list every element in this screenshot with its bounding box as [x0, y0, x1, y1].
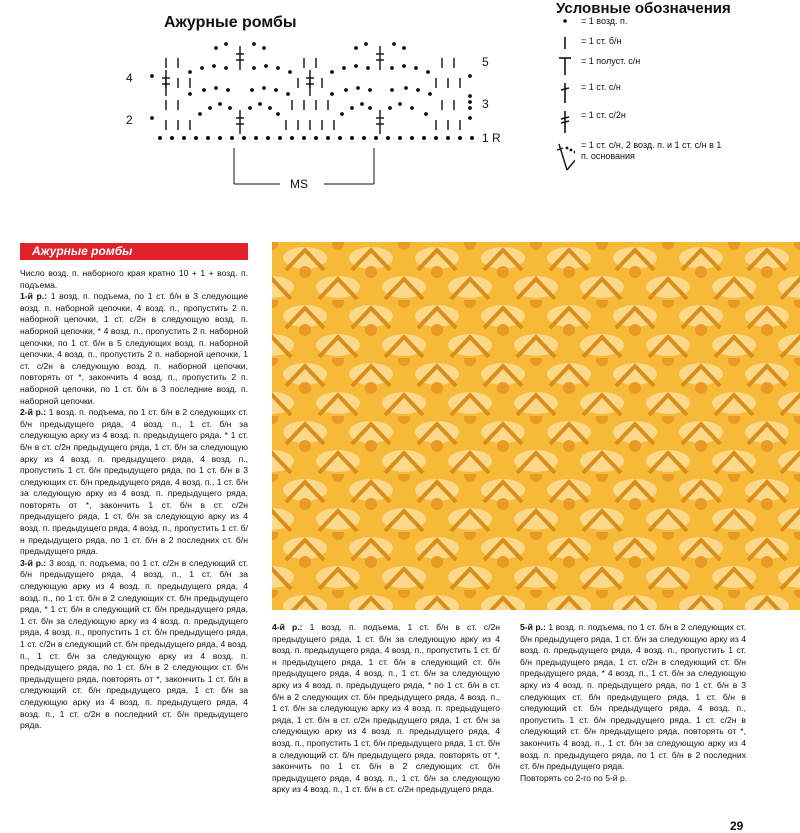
row-label-4: 4: [126, 71, 133, 85]
legend-item: [555, 16, 627, 27]
section-title: Ажурные ромбы: [20, 243, 248, 260]
diagram-title: Ажурные ромбы: [164, 14, 297, 31]
swatch-photo: [272, 242, 800, 610]
row-label-1r: 1 R: [482, 131, 501, 145]
short-bar-icon: [555, 36, 575, 50]
instructions-col-3: [520, 622, 746, 784]
row-5-label: 5-й р.:: [520, 622, 546, 632]
legend-item: [555, 110, 626, 134]
legend-title: Условные обозначения: [556, 0, 731, 17]
instructions-col-2: [272, 622, 500, 796]
legend-text: = 1 ст. с/н, 2 возд. п. и 1 ст. с/н в 1 п. основания: [581, 140, 722, 161]
page-number: 29: [730, 819, 744, 833]
instructions-col-1: [20, 268, 248, 732]
row-4-label: 4-й р.:: [272, 622, 303, 632]
t-bar-icon: [555, 56, 575, 76]
legend-text: = 1 ст. с/н: [581, 82, 621, 92]
row-2-label: 2-й р.:: [20, 407, 47, 418]
row-2-text: 1 возд. п. подъема, по 1 ст. б/н в 2 следующих ст. б/н предыдущего ряда, 4 возд. п., 1 ст. б/н за следующую арку из 4 возд. п. предыдущего ряда. * 1 ст. б/н в ст. с/2н предыдущего ряда, 1 ст. б/н за следующую арку из 4 возд. п. предыдущего ряда, 4 возд. п., пропустить 1 ст. б/н предыдущего ряда, по 1 ст. б/н в 3 следующих ст. б/н предыдущего ряда, 4 возд. п., 1 ст. б/н за следующую арку из 4 возд. п. предыдущего ряда, повторять от *, закончить 1 ст. б/н в ст. с/2н предыдущего ряда, 1 ст. б/н за следующую арку из 4 возд. п. предыдущего ряда, 4 возд. п., пропустить 1 ст. б/н предыдущего ряда, по 1 ст. б/н в 2 последних ст. б/н предыдущего ряда.: [20, 407, 248, 557]
intro-text: Число возд. п. наборного края кратно 10 + 1 + возд. п. подъема.: [20, 268, 248, 290]
row-label-5: 5: [482, 55, 489, 69]
legend-item: [555, 140, 731, 174]
row-label-2: 2: [126, 113, 133, 127]
row-3-text: 3 возд. п. подъема, по 1 ст. с/2н в следующий ст. б/н предыдущего ряда, 4 возд. п., 1 ст. б/н за следующую арку из 4 возд. п. предыдущего ряда, 4 возд. п., по 1 ст. б/н в 2 следующих ст. б/н предыдущего ряда, * 1 ст. б/н в следующий ст. б/н предыдущего ряда, 1 ст. б/н за следующую арку из 4 возд. п. предыдущего ряда, 4 возд. п., пропустить 1 ст. б/н предыдущего ряда, 1 ст. с/2н в следующий ст. б/н предыдущего ряда, 4 возд. п., 1 ст. б/н за следующую арку из 4 возд. п. предыдущего ряда, по 1 ст. б/н в 2 следующих ст. б/н предыдущего ряда, повторять от *, закончить 1 ст. б/н в следующий ст. б/н предыдущего ряда, 1 ст. б/н за следующую арку из 4 возд. п. предыдущего ряда, 4 возд. п., 1 ст. с/2н в последний ст. б/н предыдущего ряда.: [20, 557, 249, 731]
cross-bar-icon: [555, 82, 575, 104]
legend-item: [555, 82, 621, 104]
row-4-text: 1 возд. п. подъема, 1 ст. б/н в ст. с/2н предыдущего ряда, 1 ст. б/н за следующую арку из 4 возд. п. предыдущего ряда, 4 возд. п., пропустить 1 ст. б/н предыдущего ряда, 1 ст. б/н в следующий ст. б/н предыдущего ряда, 4 возд. п., 1 ст. б/н за следующую арку из 4 возд. п. предыдущего ряда, * по 1 ст. б/н в ст. б/н в 2 следующих ст. б/н предыдущего ряда, 4 возд. п., 1 ст. б/н за следующую арку из 4 возд. п. предыдущего ряда, 1 ст. б/н в ст. с/2н предыдущего ряда, 1 ст. б/н за следующую арку из 4 возд. п. предыдущего ряда, 4 возд. п., пропустить 1 ст. б/н предыдущего ряда, 1 ст. б/н в следующий ст. б/н предыдущего ряда, повторять от *, закончить по 1 ст. б/н в 2 следующих ст. б/н предыдущего ряда, 4 возд. п., 1 ст. б/н за следующую арку из 4 возд. п., 1 ст. б/н в ст. с/2н предыдущего ряда.: [272, 622, 501, 795]
double-cross-bar-icon: [555, 110, 575, 134]
dot-icon: [555, 16, 575, 26]
repeat-instruction: Повторять со 2-го по 5-й р.: [520, 772, 628, 783]
repeat-label: MS: [290, 177, 308, 191]
row-label-3: 3: [482, 97, 489, 111]
legend-text: = 1 возд. п.: [581, 16, 628, 26]
cluster-icon: [555, 140, 575, 174]
legend-text: = 1 ст. б/н: [581, 36, 622, 46]
legend-text: = 1 ст. с/2н: [581, 110, 626, 120]
legend-text: = 1 полуст. с/н: [581, 56, 641, 66]
row-1-text: 1 возд. п. подъема, по 1 ст. б/н в 3 следующие возд. п. наборной цепочки, 4 возд. п., пропустить 2 п. наборной цепочки, 1 ст. с/2н в следующую возд. п. наборной цепочки, * 4 возд. п., пропустить 2 п. наборной цепочки, по 1 ст. б/н в 5 следующих возд. п. наборной цепочки, 4 возд. п., пропустить 2 п. наборной цепочки, 1 ст. с/2н в следующую возд. п. наборной цепочки, повторять от *, закончить 4 возд. п., пропустить 2 п. наборной цепочки, по 1 ст. б/н в 3 последние возд. п. наборной цепочки.: [20, 291, 249, 406]
row-1-label: 1-й р.:: [20, 291, 48, 302]
legend-item: [555, 56, 640, 76]
crochet-chart: [120, 38, 520, 198]
legend-item: [555, 36, 622, 50]
foundation-chain: [159, 137, 474, 140]
row-3-label: 3-й р.:: [20, 557, 47, 568]
double-treble-marks: [162, 46, 384, 134]
row-5-text: 1 возд. п. подъема, по 1 ст. б/н в 2 следующих ст. б/н предыдущего ряда, 1 ст. б/н за следующую арку из 4 возд. п. предыдущего ряда, 4 возд. п., пропустить 1 ст. б/н предыдущего ряда, 1 ст. с/2н в следующий ст. б/н предыдущего ряда, * 4 возд. п., 1 ст. б/н за следующую арку из 4 возд. п. предыдущего ряда, по 1 ст. б/н в 3 следующих ст. б/н предыдущего ряда, 1 ст. б/н в следующий ст. б/н предыдущего ряда, 4 возд. п., пропустить 1 ст. б/н предыдущего ряда, 1 ст. с/2н в следующий ст. б/н предыдущего ряда, повторять от *, закончить 4 возд. п., 1 ст. б/н за следующую арку из 4 возд. п. предыдущего ряда, по 1 ст. б/н в 2 последних ст. б/н предыдущего ряда.: [520, 622, 746, 772]
